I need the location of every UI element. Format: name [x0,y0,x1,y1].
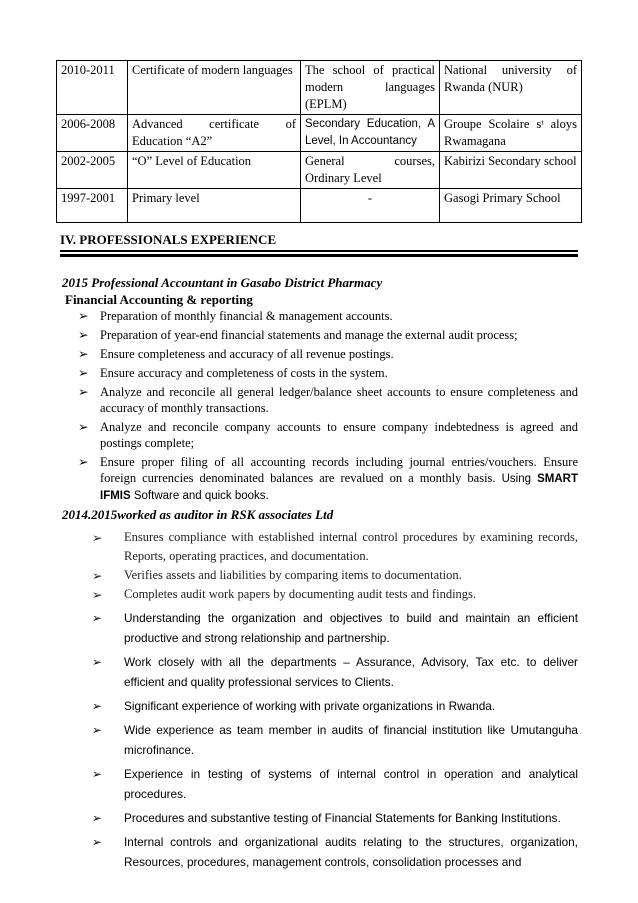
period-cell: 2002-2005 [57,152,128,189]
institution-cell: - [301,189,440,223]
arrow-bullet-icon: ➢ [92,611,102,625]
list-item: ➢ Significant experience of working with private organizations in Rwanda. [92,696,578,716]
table-row [57,115,582,152]
section-heading: IV. PROFESSIONALS EXPERIENCE [60,232,277,247]
list-item: ➢ Ensures compliance with established internal control procedures by examining records, Reports, operating practices, and documentation. [92,530,578,563]
list-item: ➢ Wide experience as team member in audits of financial institution like Umutanguha microfinance. [92,720,578,760]
location-cell: National university of Rwanda (NUR) [440,61,582,115]
arrow-bullet-icon: ➢ [92,723,102,737]
arrow-bullet-icon: ➢ [78,328,89,342]
institution-cell: General courses, Ordinary Level [301,152,440,189]
location-cell: Kabirizi Secondary school [440,152,582,189]
table-row [57,189,582,223]
education-table [56,60,582,223]
institution-cell: The school of practical modern languages (EPLM) [301,61,440,115]
arrow-bullet-icon: ➢ [92,835,102,849]
list-item: ➢ Analyze and reconcile all general ledger/balance sheet accounts to ensure completeness and accuracy of monthly transactions. [78,385,578,415]
qualification-cell: Primary level [128,189,301,223]
arrow-bullet-icon: ➢ [78,385,89,399]
list-item: ➢ Preparation of year-end financial statements and manage the external audit process; [78,328,518,342]
arrow-bullet-icon: ➢ [92,568,103,583]
list-item: ➢ Procedures and substantive testing of Financial Statements for Banking Institutions. [92,808,578,828]
period-cell: 2010-2011 [57,61,128,115]
arrow-bullet-icon: ➢ [92,655,102,669]
arrow-bullet-icon: ➢ [78,309,89,323]
arrow-bullet-icon: ➢ [92,530,103,545]
institution-cell: Secondary Education, A Level, In Accountancy [301,115,440,152]
job-title: 2015 Professional Accountant in Gasabo District Pharmacy [62,275,383,290]
list-item: ➢ Work closely with all the departments – Assurance, Advisory, Tax etc. to deliver efficient and quality professional services to Clients. [92,652,578,692]
arrow-bullet-icon: ➢ [78,347,89,361]
arrow-bullet-icon: ➢ [78,420,89,434]
duties-list [78,308,578,507]
list-item: ➢ Ensure accuracy and completeness of costs in the system. [78,366,388,380]
list-item: ➢ Analyze and reconcile company accounts to ensure company indebtedness is agreed and postings complete; [78,420,578,450]
software-name: SMART IFMIS [100,473,578,502]
list-item: ➢ Verifies assets and liabilities by comparing items to documentation. [92,568,462,583]
arrow-bullet-icon: ➢ [92,767,102,781]
section-divider [60,250,578,252]
list-item: ➢ Preparation of monthly financial & management accounts. [78,309,393,323]
arrow-bullet-icon: ➢ [78,366,89,380]
duties-list [92,528,578,876]
list-item: ➢ Ensure proper filing of all accounting records including journal entries/vouchers. Ensure foreign currencies denominated balances are revalued on a monthly basis. Using SMART IFMIS Software and quick books. [78,455,578,502]
job-title: 2014.2015worked as auditor in RSK associates Ltd [62,507,334,522]
list-item: ➢ Experience in testing of systems of internal control in operation and analytical procedures. [92,764,578,804]
list-item: ➢ Ensure completeness and accuracy of all revenue postings. [78,347,394,361]
table-row [57,61,582,115]
list-item: ➢ Understanding the organization and objectives to build and maintain an efficient productive and strong relationship and partnership. [92,608,578,648]
location-cell: Groupe Scolaire sᵗ aloys Rwamagana [440,115,582,152]
qualification-cell: Advanced certificate of Education “A2” [128,115,301,152]
arrow-bullet-icon: ➢ [92,587,103,602]
qualification-cell: “O” Level of Education [128,152,301,189]
list-item: ➢ Internal controls and organizational audits relating to the structures, organization, Resources, procedures, management controls, consolidation processes and [92,832,578,872]
section-divider [60,254,578,257]
list-item: ➢ Completes audit work papers by documenting audit tests and findings. [92,587,477,602]
location-cell: Gasogi Primary School [440,189,582,223]
arrow-bullet-icon: ➢ [92,699,102,713]
arrow-bullet-icon: ➢ [92,811,102,825]
table-row [57,152,582,189]
job-subheading: Financial Accounting & reporting [65,292,253,307]
qualification-cell: Certificate of modern languages [128,61,301,115]
period-cell: 2006-2008 [57,115,128,152]
arrow-bullet-icon: ➢ [78,455,89,469]
period-cell: 1997-2001 [57,189,128,223]
